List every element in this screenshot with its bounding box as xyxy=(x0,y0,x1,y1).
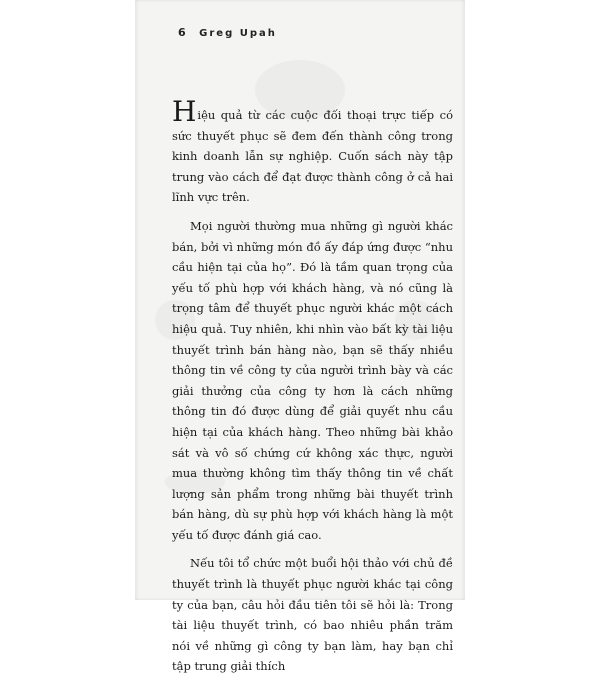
paragraph xyxy=(172,95,453,208)
running-header xyxy=(178,26,277,39)
paragraph: Nếu tôi tổ chức một buổi hội thảo với chủ đề thuyết trình là thuyết phục người khác tại công ty của bạn, câu hỏi đầu tiên tôi sẽ hỏi là: Trong tài liệu thuyết trình, có bao nhiêu phần trăm nói về những gì công ty bạn làm, hay bạn chỉ tập trung giải thích xyxy=(172,556,453,674)
page-body-text xyxy=(172,95,453,685)
paragraph: Mọi người thường mua những gì người khác bán, bởi vì những món đồ ấy đáp ứng được “nhu cầu hiện tại của họ”. Đó là tầm quan trọng của yếu tố phù hợp với khách hàng, và nó cũng là trọng tâm để thuyết phục người khác một cách hiệu quả. Tuy nhiên, khi nhìn vào bất kỳ tài liệu thuyết trình bán hàng nào, bạn sẽ thấy nhiều thông tin về công ty của người trình bày và các giải thưởng của công ty hơn là cách những thông tin đó được dùng để giải quyết nhu cầu hiện tại của khách hàng. Theo những bài khảo sát và vô số chứng cứ không xác thực, người mua thường không tìm thấy thông tin về chất lượng sản phẩm trong những bài thuyết trình bán hàng, dù sự phù hợp với khách hàng là một yếu tố được đánh giá cao. xyxy=(172,218,453,542)
paragraph-text: iệu quả từ các cuộc đối thoại trực tiếp có sức thuyết phục sẽ đem đến thành công trong kinh doanh lẫn sự nghiệp. Cuốn sách này tập trung vào cách để đạt được thành công ở cả hai lĩnh vực trên. xyxy=(172,108,453,205)
author-name: Greg Upah xyxy=(199,28,277,39)
page-number: 6 xyxy=(178,26,186,39)
drop-cap: H xyxy=(172,95,197,128)
